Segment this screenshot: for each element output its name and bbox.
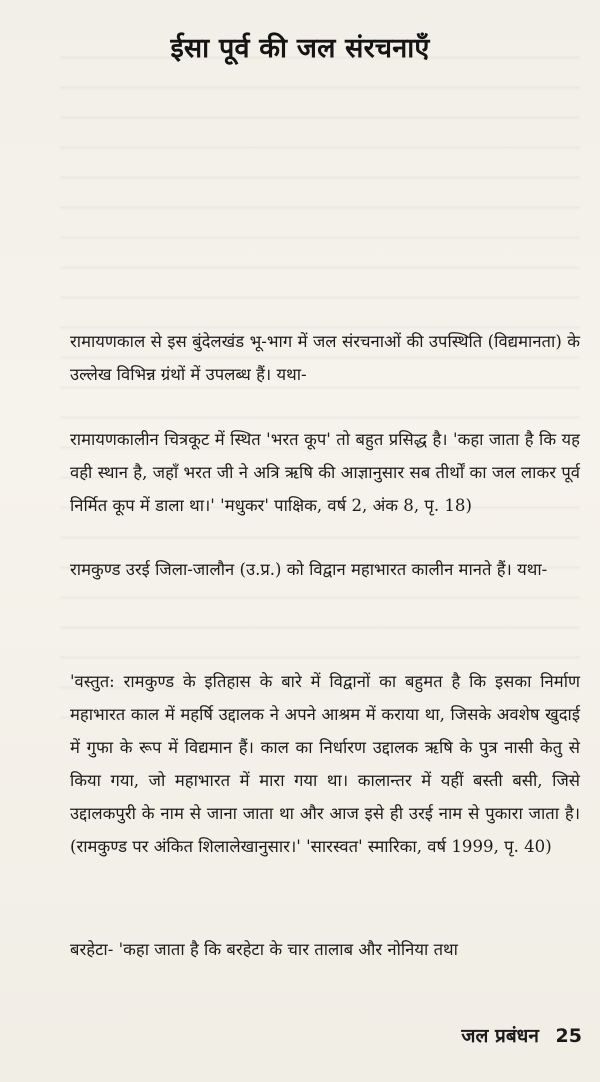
page-title: ईसा पूर्व की जल संरचनाएँ [170,33,430,64]
footer-book-title: जल प्रबंधन [461,1025,539,1047]
paragraph-bharat-koop: रामायणकालीन चित्रकूट में स्थित 'भरत कूप' तो बहुत प्रसिद्ध है। 'कहा जाता है कि यह वही स्थान है, जहाँ भरत जी ने अत्रि ऋषि की आज्ञानुसार सब तीर्थों का जल लाकर पूर्व निर्मित कूप में डाला था।' 'मधुकर' पाक्षिक, वर्ष 2, अंक 8, पृ. 18) [70,430,580,515]
page-footer [461,1022,582,1048]
page-number: 25 [555,1025,582,1047]
paragraph-ramayana-intro: रामायणकाल से इस बुंदेलखंड भू-भाग में जल संरचनाओं की उपस्थिति (विद्यमानता) के उल्लेख विभिन्न ग्रंथों में उपलब्ध हैं। यथा- [70,332,580,384]
paragraph-ramkund-quote: 'वस्तुत: रामकुण्ड के इतिहास के बारे में विद्वानों का बहुमत है कि इसका निर्माण महाभारत काल में महर्षि उद्दालक ने अपने आश्रम में कराया था, जिसके अवशेष खुदाई में गुफा के रूप में विद्यमान हैं। काल का निर्धारण उद्दालक ऋषि के पुत्र नासी केतु से किया गया, जो महाभारत में मारा गया था। कालान्तर में यहीं बस्ती बसी, जिसे उद्दालकपुरी के नाम से जाना जाता था और आज इसे ही उरई नाम से पुकारा जाता है। (रामकुण्ड पर अंकित शिलालेखानुसार।' 'सारस्वत' स्मारिका, वर्ष 1999, पृ. 40) [70,672,580,856]
paragraph-ramkund-intro: रामकुण्ड उरई जिला-जालौन (उ.प्र.) को विद्वान महाभारत कालीन मानते हैं। यथा- [70,560,548,579]
paragraph-barheta: बरहेटा- 'कहा जाता है कि बरहेटा के चार तालाब और नोनिया तथा [70,940,458,959]
